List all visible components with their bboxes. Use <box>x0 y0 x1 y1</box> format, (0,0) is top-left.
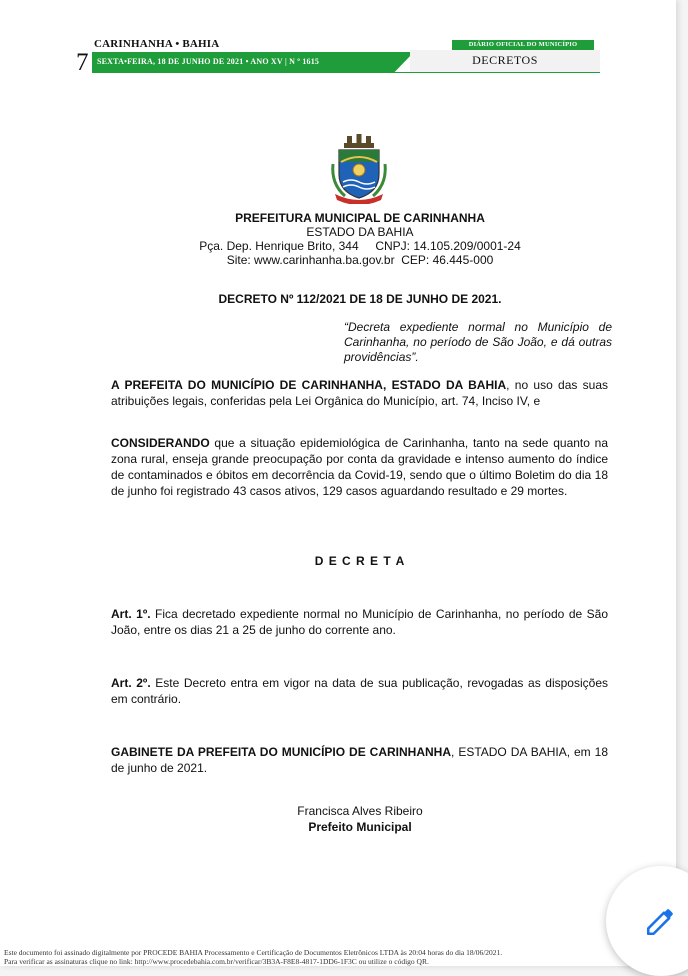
gazette-label: DIÁRIO OFICIAL DO MUNICÍPIO <box>452 40 594 50</box>
section-title: DECRETOS <box>472 53 538 67</box>
decree-title: DECRETO Nº 112/2021 DE 18 DE JUNHO DE 2021. <box>218 292 502 306</box>
closing-office: GABINETE DA PREFEITA DO MUNICÍPIO DE CARINHANHA <box>111 745 452 759</box>
coat-of-arms-icon <box>327 134 391 204</box>
considering-paragraph <box>111 435 608 499</box>
digital-signature-footer <box>4 949 502 966</box>
considering-label: CONSIDERANDO <box>111 436 210 450</box>
article-1 <box>111 606 608 638</box>
preamble-paragraph <box>111 377 608 409</box>
closing-paragraph <box>111 744 608 776</box>
letterhead-address: Pça. Dep. Henrique Brito, 344 CNPJ: 14.105.209/0001-24 <box>199 239 521 253</box>
considering-text: que a situação epidemiológica de Carinhanha, tanto na sede quanto na zona rural, enseja grande preocupação por conta da gravidade e intenso aumento do índice de contaminados e óbitos em decorrência da Covid-19, sendo que o último Boletim do dia 18 de junho foi registrado 43 casos ativos, 129 casos aguardando resultado e 29 mortes. <box>111 436 608 498</box>
preamble-authority: A PREFEITA DO MUNICÍPIO DE CARINHANHA, ESTADO DA BAHIA <box>111 378 507 392</box>
decree-summary: “Decreta expediente normal no Município de Carinhanha, no período de São João, e dá outras providências”. <box>344 320 612 364</box>
letterhead-org: PREFEITURA MUNICIPAL DE CARINHANHA <box>235 211 485 225</box>
page-number: 7 <box>76 49 89 76</box>
article-2-label: Art. 2º. <box>111 676 151 690</box>
decreta-heading: D E C R E T A <box>314 554 406 568</box>
header-date-line: SEXTA•FEIRA, 18 DE JUNHO DE 2021 • ANO XV | N º 1615 <box>97 57 320 66</box>
header-city: CARINHANHA • BAHIA <box>94 38 220 50</box>
signer-title: Prefeito Municipal <box>308 820 412 834</box>
article-2-text: Este Decreto entra em vigor na data de sua publicação, revogadas as disposições em contrário. <box>111 676 608 706</box>
footer-line-1: Este documento foi assinado digitalmente por PROCEDE BAHIA Processamento e Certificação de Documentos Eletrônicos LTDA às 20:04 horas do dia 18/06/2021. <box>4 948 503 957</box>
letterhead-site: Site: www.carinhanha.ba.gov.br CEP: 46.445-000 <box>226 253 494 267</box>
header-divider <box>92 72 410 73</box>
article-1-text: Fica decretado expediente normal no Município de Carinhanha, no período de São João, entre os dias 21 a 25 de junho do corrente ano. <box>111 607 609 637</box>
closing-text: , ESTADO DA BAHIA, em 18 de junho de 2021. <box>111 745 608 775</box>
letterhead-state: ESTADO DA BAHIA <box>306 225 414 239</box>
preamble-text: , no uso das suas atribuições legais, conferidas pela Lei Orgânica do Município, art. 74, Inciso IV, e <box>111 378 609 408</box>
article-2 <box>111 675 608 707</box>
signer-name: Francisca Alves Ribeiro <box>297 804 423 818</box>
article-1-label: Art. 1º. <box>111 607 151 621</box>
pencil-icon <box>644 904 678 938</box>
footer-line-2: Para verificar as assinaturas clique no link: http://www.procedebahia.com.br/verificar/3B3A-F8E8-4817-1DD6-1F3C ou utilize o código QR. <box>4 956 429 966</box>
